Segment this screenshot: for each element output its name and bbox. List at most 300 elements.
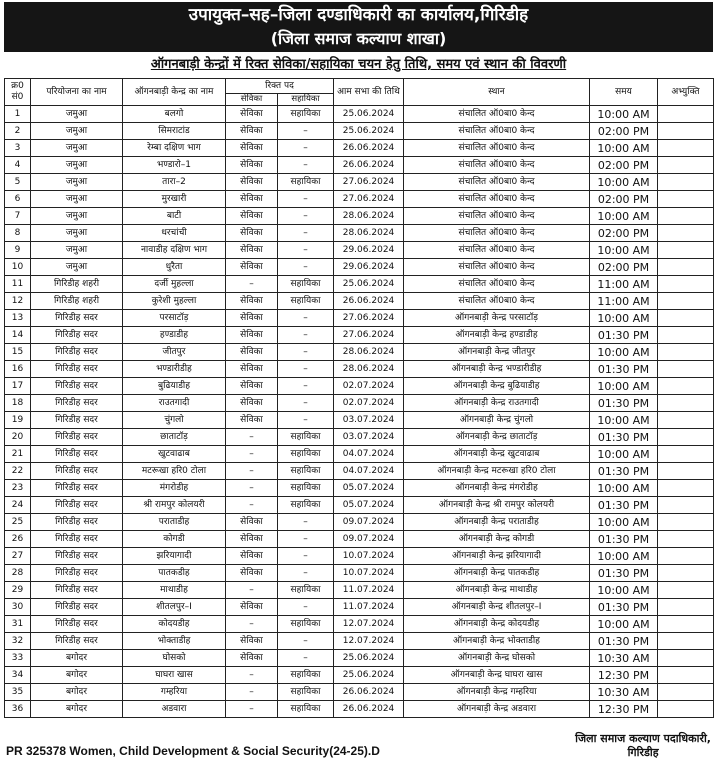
cell-time: 10:00 AM [590, 548, 658, 565]
table-row [5, 412, 714, 429]
cell-time: 10:00 AM [590, 242, 658, 259]
cell-centre: दर्जी मुहल्ला [123, 276, 226, 293]
cell-sevika: – [226, 480, 278, 497]
cell-sevika: – [226, 463, 278, 480]
cell-project: गिरिडीह सदर [31, 582, 123, 599]
cell-date: 02.07.2024 [334, 395, 404, 412]
col-project: परियोजना का नाम [31, 79, 123, 106]
cell-centre: सिमराटांड [123, 123, 226, 140]
cell-remarks [658, 667, 714, 684]
cell-sahayika: – [278, 412, 334, 429]
cell-place: ऑगनबाड़ी केन्द्र पातकडीह [404, 565, 590, 582]
cell-sevika: सेविका [226, 174, 278, 191]
cell-place: संचालित ऑ0बा0 केन्द [404, 106, 590, 123]
cell-project: बगोदर [31, 701, 123, 718]
office-title: उपायुक्त–सह–जिला दण्डाधिकारी का कार्यालय,गिरिडीह [4, 2, 713, 28]
cell-centre: धुरैता [123, 259, 226, 276]
cell-time: 02:00 PM [590, 157, 658, 174]
cell-centre: राउतगादी [123, 395, 226, 412]
cell-sevika: – [226, 616, 278, 633]
cell-project: गिरिडीह सदर [31, 463, 123, 480]
cell-sahayika: सहायिका [278, 174, 334, 191]
cell-centre: श्री रामपुर कोलयरी [123, 497, 226, 514]
cell-centre: चुंगलो [123, 412, 226, 429]
cell-sno: 11 [5, 276, 31, 293]
cell-place: ऑगनबाड़ी केन्द्र परसाटॉड़ [404, 310, 590, 327]
cell-sno: 2 [5, 123, 31, 140]
notice-heading-text: ऑगनबाड़ी केन्द्रों में रिक्त सेविका/सहायिका चयन हेतु तिथि, समय एवं स्थान की विवरणी [150, 57, 567, 72]
cell-sahayika: सहायिका [278, 480, 334, 497]
cell-centre: परसाटॉड़ [123, 310, 226, 327]
cell-remarks [658, 582, 714, 599]
cell-time: 01:30 PM [590, 565, 658, 582]
cell-place: संचालित ऑ0बा0 केन्द [404, 259, 590, 276]
cell-sno: 31 [5, 616, 31, 633]
cell-centre: मंगरोडीह [123, 480, 226, 497]
cell-remarks [658, 599, 714, 616]
cell-centre: घाघरा खास [123, 667, 226, 684]
cell-date: 28.06.2024 [334, 344, 404, 361]
cell-place: संचालित ऑ0बा0 केन्द [404, 208, 590, 225]
cell-sno: 1 [5, 106, 31, 123]
cell-sahayika: सहायिका [278, 667, 334, 684]
cell-time: 10:00 AM [590, 208, 658, 225]
cell-sevika: सेविका [226, 242, 278, 259]
cell-date: 25.06.2024 [334, 650, 404, 667]
cell-sno: 23 [5, 480, 31, 497]
cell-project: गिरिडीह सदर [31, 446, 123, 463]
cell-remarks [658, 293, 714, 310]
cell-project: गिरिडीह सदर [31, 378, 123, 395]
table-row [5, 701, 714, 718]
cell-date: 25.06.2024 [334, 106, 404, 123]
cell-place: ऑगनबाड़ी केन्द्र घाघरा खास [404, 667, 590, 684]
cell-date: 25.06.2024 [334, 276, 404, 293]
cell-sno: 36 [5, 701, 31, 718]
cell-sevika: – [226, 701, 278, 718]
cell-sahayika: – [278, 310, 334, 327]
cell-place: संचालित ऑ0बा0 केन्द [404, 157, 590, 174]
cell-centre: पराताडीह [123, 514, 226, 531]
cell-place: ऑगनबाड़ी केन्द्र कोगडी [404, 531, 590, 548]
cell-date: 28.06.2024 [334, 361, 404, 378]
table-row [5, 684, 714, 701]
cell-project: गिरिडीह सदर [31, 344, 123, 361]
cell-place: ऑगनबाड़ी केन्द्र राउतगादी [404, 395, 590, 412]
cell-time: 10:00 AM [590, 480, 658, 497]
cell-project: गिरिडीह सदर [31, 548, 123, 565]
cell-remarks [658, 565, 714, 582]
pr-number: PR 325378 Women, Child Development & Social Security(24-25).D [6, 744, 380, 758]
cell-project: गिरिडीह सदर [31, 327, 123, 344]
cell-time: 10:30 AM [590, 650, 658, 667]
cell-sevika: सेविका [226, 259, 278, 276]
table-row [5, 497, 714, 514]
cell-date: 29.06.2024 [334, 242, 404, 259]
cell-remarks [658, 344, 714, 361]
cell-sahayika: सहायिका [278, 463, 334, 480]
table-row [5, 157, 714, 174]
cell-date: 26.06.2024 [334, 684, 404, 701]
cell-sno: 21 [5, 446, 31, 463]
table-row [5, 565, 714, 582]
cell-sevika: सेविका [226, 412, 278, 429]
table-row [5, 361, 714, 378]
cell-time: 10:30 AM [590, 684, 658, 701]
col-sevika: सेविका [226, 94, 278, 106]
cell-centre: धरचांची [123, 225, 226, 242]
cell-time: 12:30 PM [590, 701, 658, 718]
cell-place: ऑगनबाड़ी केन्द्र भण्डारीडीह [404, 361, 590, 378]
cell-date: 02.07.2024 [334, 378, 404, 395]
cell-remarks [658, 123, 714, 140]
cell-sevika: – [226, 582, 278, 599]
cell-sahayika: – [278, 327, 334, 344]
cell-time: 01:30 PM [590, 395, 658, 412]
cell-sevika: सेविका [226, 140, 278, 157]
cell-sno: 8 [5, 225, 31, 242]
cell-sno: 5 [5, 174, 31, 191]
cell-remarks [658, 616, 714, 633]
cell-date: 29.06.2024 [334, 259, 404, 276]
cell-place: ऑगनबाड़ी केन्द्र शीतलपुर–I [404, 599, 590, 616]
cell-date: 04.07.2024 [334, 446, 404, 463]
cell-sevika: सेविका [226, 293, 278, 310]
cell-sno: 22 [5, 463, 31, 480]
cell-date: 28.06.2024 [334, 208, 404, 225]
cell-remarks [658, 174, 714, 191]
officer-signature-block [575, 732, 711, 760]
cell-sno: 15 [5, 344, 31, 361]
table-row [5, 548, 714, 565]
cell-sahayika: – [278, 361, 334, 378]
cell-project: जमुआ [31, 191, 123, 208]
cell-sevika: सेविका [226, 157, 278, 174]
table-row [5, 395, 714, 412]
cell-remarks [658, 701, 714, 718]
col-place: स्थान [404, 79, 590, 106]
cell-time: 10:00 AM [590, 582, 658, 599]
cell-sevika: सेविका [226, 225, 278, 242]
cell-sevika: – [226, 276, 278, 293]
cell-time: 01:30 PM [590, 531, 658, 548]
cell-remarks [658, 327, 714, 344]
col-date: आम सभा की तिथि [334, 79, 404, 106]
cell-place: ऑगनबाड़ी केन्द्र छाताटॉड़ [404, 429, 590, 446]
cell-sevika: सेविका [226, 514, 278, 531]
cell-place: संचालित ऑ0बा0 केन्द [404, 276, 590, 293]
table-row [5, 429, 714, 446]
table-row [5, 106, 714, 123]
cell-remarks [658, 140, 714, 157]
cell-project: गिरिडीह सदर [31, 565, 123, 582]
cell-remarks [658, 157, 714, 174]
cell-time: 01:30 PM [590, 599, 658, 616]
cell-centre: बुढियाडीह [123, 378, 226, 395]
cell-remarks [658, 225, 714, 242]
cell-date: 03.07.2024 [334, 429, 404, 446]
cell-sno: 3 [5, 140, 31, 157]
cell-sahayika: – [278, 344, 334, 361]
table-row [5, 582, 714, 599]
cell-sahayika: सहायिका [278, 582, 334, 599]
cell-sahayika: – [278, 514, 334, 531]
cell-date: 09.07.2024 [334, 531, 404, 548]
cell-sno: 24 [5, 497, 31, 514]
cell-centre: बाटी [123, 208, 226, 225]
table-row [5, 446, 714, 463]
cell-time: 10:00 AM [590, 378, 658, 395]
cell-place: ऑगनबाड़ी केन्द्र श्री रामपुर कोलयरी [404, 497, 590, 514]
cell-project: गिरिडीह सदर [31, 497, 123, 514]
cell-time: 02:00 PM [590, 123, 658, 140]
cell-remarks [658, 208, 714, 225]
cell-sevika: सेविका [226, 633, 278, 650]
officer-place: गिरिडीह [627, 746, 659, 759]
col-remarks: अभ्युक्ति [658, 79, 714, 106]
cell-sno: 13 [5, 310, 31, 327]
cell-sevika: सेविका [226, 565, 278, 582]
cell-sahayika: – [278, 157, 334, 174]
cell-time: 01:30 PM [590, 497, 658, 514]
cell-remarks [658, 395, 714, 412]
notice-heading [4, 54, 713, 76]
cell-centre: रेम्बा दक्षिण भाग [123, 140, 226, 157]
table-row [5, 174, 714, 191]
table-row [5, 514, 714, 531]
cell-sno: 9 [5, 242, 31, 259]
cell-place: संचालित ऑ0बा0 केन्द [404, 123, 590, 140]
cell-time: 01:30 PM [590, 429, 658, 446]
cell-date: 11.07.2024 [334, 582, 404, 599]
cell-sno: 18 [5, 395, 31, 412]
cell-centre: कोगडी [123, 531, 226, 548]
table-row [5, 140, 714, 157]
cell-time: 10:00 AM [590, 412, 658, 429]
table-row [5, 242, 714, 259]
cell-remarks [658, 429, 714, 446]
cell-remarks [658, 242, 714, 259]
cell-sno: 29 [5, 582, 31, 599]
cell-sno: 27 [5, 548, 31, 565]
cell-sahayika: – [278, 208, 334, 225]
cell-time: 10:00 AM [590, 140, 658, 157]
cell-place: ऑगनबाड़ी केन्द्र माथाडीह [404, 582, 590, 599]
cell-remarks [658, 548, 714, 565]
cell-time: 10:00 AM [590, 616, 658, 633]
cell-place: ऑगनबाड़ी केन्द्र खुटवाढाब [404, 446, 590, 463]
cell-project: जमुआ [31, 242, 123, 259]
cell-project: गिरिडीह सदर [31, 395, 123, 412]
cell-centre: कुरेशी मुहल्ला [123, 293, 226, 310]
cell-sevika: – [226, 667, 278, 684]
cell-sahayika: – [278, 242, 334, 259]
cell-project: जमुआ [31, 157, 123, 174]
cell-time: 10:00 AM [590, 106, 658, 123]
cell-sahayika: – [278, 599, 334, 616]
cell-sahayika: – [278, 378, 334, 395]
cell-place: ऑगनबाड़ी केन्द्र मंगरोडीह [404, 480, 590, 497]
cell-centre: हण्डाडीह [123, 327, 226, 344]
cell-centre: घोसको [123, 650, 226, 667]
table-row [5, 293, 714, 310]
cell-sahayika: – [278, 548, 334, 565]
cell-centre: भण्डारो–1 [123, 157, 226, 174]
cell-project: गिरिडीह सदर [31, 514, 123, 531]
cell-sevika: सेविका [226, 310, 278, 327]
table-row [5, 531, 714, 548]
table-row [5, 276, 714, 293]
cell-place: ऑगनबाड़ी केन्द्र पराताडीह [404, 514, 590, 531]
table-row [5, 599, 714, 616]
cell-date: 27.06.2024 [334, 174, 404, 191]
table-row [5, 378, 714, 395]
cell-time: 01:30 PM [590, 463, 658, 480]
cell-sevika: सेविका [226, 327, 278, 344]
cell-date: 26.06.2024 [334, 701, 404, 718]
cell-remarks [658, 514, 714, 531]
cell-remarks [658, 276, 714, 293]
cell-remarks [658, 650, 714, 667]
officer-title: जिला समाज कल्याण पदाधिकारी, [575, 732, 711, 745]
cell-place: ऑगनबाड़ी केन्द्र कोदयडीह [404, 616, 590, 633]
cell-sno: 7 [5, 208, 31, 225]
cell-date: 04.07.2024 [334, 463, 404, 480]
cell-date: 05.07.2024 [334, 497, 404, 514]
cell-place: ऑगनबाड़ी केन्द्र चुंगलो [404, 412, 590, 429]
cell-sevika: सेविका [226, 599, 278, 616]
cell-sevika: सेविका [226, 531, 278, 548]
cell-remarks [658, 531, 714, 548]
cell-centre: बलगो [123, 106, 226, 123]
cell-sno: 35 [5, 684, 31, 701]
cell-date: 09.07.2024 [334, 514, 404, 531]
cell-sno: 34 [5, 667, 31, 684]
table-row [5, 616, 714, 633]
table-row [5, 667, 714, 684]
cell-sevika: सेविका [226, 123, 278, 140]
cell-sahayika: – [278, 650, 334, 667]
cell-place: ऑगनबाड़ी केन्द्र गम्हरिया [404, 684, 590, 701]
cell-sahayika: – [278, 225, 334, 242]
cell-sno: 25 [5, 514, 31, 531]
cell-place: ऑगनबाड़ी केन्द्र अडवारा [404, 701, 590, 718]
cell-project: गिरिडीह सदर [31, 412, 123, 429]
table-row [5, 344, 714, 361]
cell-sno: 28 [5, 565, 31, 582]
cell-date: 26.06.2024 [334, 293, 404, 310]
table-body [5, 106, 714, 718]
cell-sevika: सेविका [226, 548, 278, 565]
cell-place: संचालित ऑ0बा0 केन्द [404, 242, 590, 259]
cell-centre: मुरखारी [123, 191, 226, 208]
cell-project: गिरिडीह सदर [31, 599, 123, 616]
cell-sahayika: – [278, 395, 334, 412]
cell-sahayika: सहायिका [278, 429, 334, 446]
cell-date: 12.07.2024 [334, 616, 404, 633]
cell-time: 02:00 PM [590, 259, 658, 276]
cell-project: गिरिडीह सदर [31, 531, 123, 548]
cell-project: गिरिडीह सदर [31, 429, 123, 446]
cell-centre: भोक्ताडीह [123, 633, 226, 650]
cell-sno: 32 [5, 633, 31, 650]
cell-date: 10.07.2024 [334, 565, 404, 582]
cell-time: 02:00 PM [590, 191, 658, 208]
cell-place: संचालित ऑ0बा0 केन्द [404, 191, 590, 208]
cell-centre: पातकडीह [123, 565, 226, 582]
cell-project: जमुआ [31, 106, 123, 123]
cell-sno: 14 [5, 327, 31, 344]
cell-sno: 26 [5, 531, 31, 548]
cell-project: गिरिडीह सदर [31, 616, 123, 633]
cell-remarks [658, 259, 714, 276]
cell-sahayika: – [278, 633, 334, 650]
cell-time: 02:00 PM [590, 225, 658, 242]
cell-place: ऑगनबाड़ी केन्द्र झरियागादी [404, 548, 590, 565]
cell-centre: मटरूखा हरि0 टोला [123, 463, 226, 480]
col-time: समय [590, 79, 658, 106]
cell-remarks [658, 497, 714, 514]
cell-date: 26.06.2024 [334, 140, 404, 157]
cell-remarks [658, 480, 714, 497]
cell-sahayika: सहायिका [278, 106, 334, 123]
cell-project: जमुआ [31, 208, 123, 225]
cell-sevika: – [226, 497, 278, 514]
cell-sahayika: सहायिका [278, 497, 334, 514]
cell-date: 03.07.2024 [334, 412, 404, 429]
cell-time: 01:30 PM [590, 327, 658, 344]
cell-date: 27.06.2024 [334, 327, 404, 344]
cell-sahayika: – [278, 259, 334, 276]
cell-sno: 19 [5, 412, 31, 429]
cell-project: गिरिडीह शहरी [31, 276, 123, 293]
cell-place: संचालित ऑ0बा0 केन्द [404, 293, 590, 310]
cell-project: जमुआ [31, 174, 123, 191]
cell-time: 10:00 AM [590, 310, 658, 327]
cell-sahayika: सहायिका [278, 446, 334, 463]
cell-place: ऑगनबाड़ी केन्द्र भोक्ताडीह [404, 633, 590, 650]
cell-remarks [658, 191, 714, 208]
cell-date: 25.06.2024 [334, 123, 404, 140]
cell-centre: माथाडीह [123, 582, 226, 599]
cell-place: ऑगनबाड़ी केन्द्र घोसको [404, 650, 590, 667]
table-row [5, 310, 714, 327]
vacancy-table [4, 78, 714, 718]
cell-date: 27.06.2024 [334, 310, 404, 327]
cell-time: 12:30 PM [590, 667, 658, 684]
cell-date: 25.06.2024 [334, 667, 404, 684]
cell-date: 05.07.2024 [334, 480, 404, 497]
cell-centre: कोदयडीह [123, 616, 226, 633]
cell-centre: झरियागादी [123, 548, 226, 565]
col-sahayika: सहायिका [278, 94, 334, 106]
cell-remarks [658, 378, 714, 395]
cell-place: ऑगनबाड़ी केन्द्र हण्डाडीह [404, 327, 590, 344]
cell-place: ऑगनबाड़ी केन्द्र बुढियाडीह [404, 378, 590, 395]
cell-sahayika: – [278, 123, 334, 140]
cell-centre: अडवारा [123, 701, 226, 718]
table-row [5, 123, 714, 140]
cell-sevika: सेविका [226, 208, 278, 225]
cell-centre: जीतपुर [123, 344, 226, 361]
cell-time: 10:00 AM [590, 174, 658, 191]
cell-sno: 10 [5, 259, 31, 276]
table-row [5, 480, 714, 497]
cell-sno: 17 [5, 378, 31, 395]
cell-centre: भण्डारीडीह [123, 361, 226, 378]
cell-sno: 16 [5, 361, 31, 378]
cell-place: ऑगनबाड़ी केन्द्र जीतपुर [404, 344, 590, 361]
